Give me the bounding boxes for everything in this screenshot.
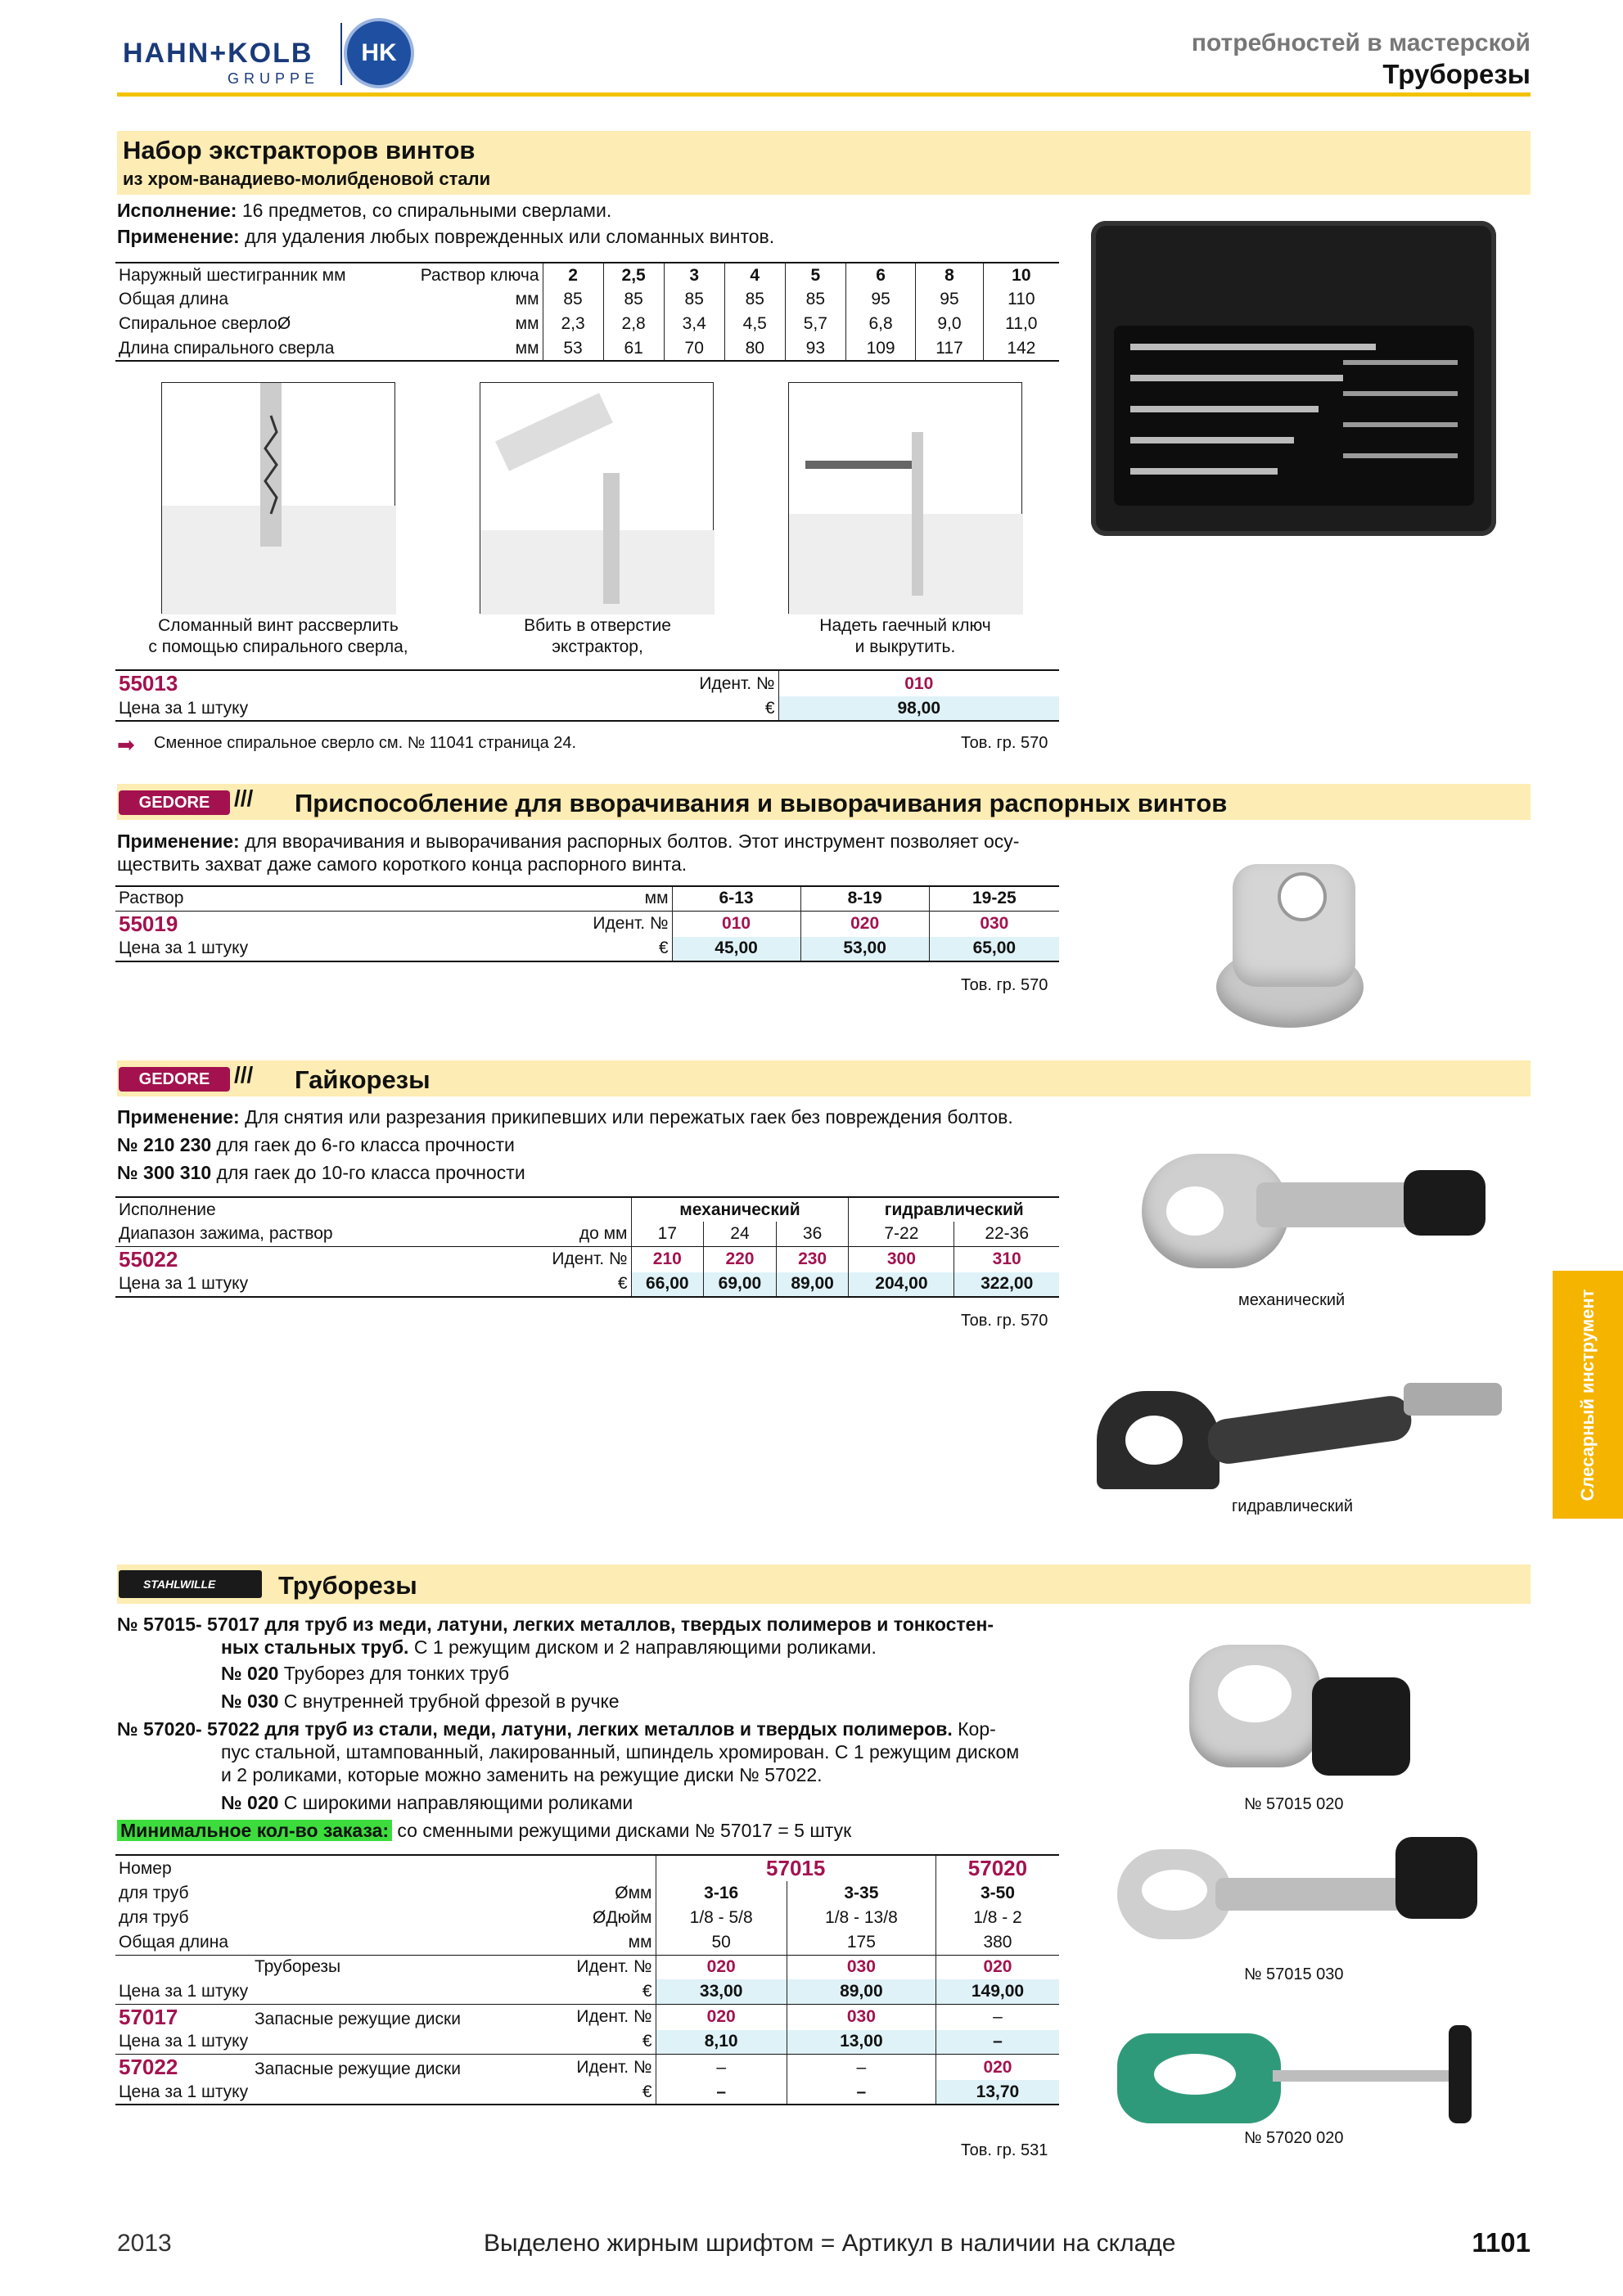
product-group: Тов. гр. 570 [961,976,1048,994]
product-group: Тов. гр. 570 [961,1312,1048,1330]
caption-57015-020: № 57015 020 [1244,1795,1344,1813]
brand-logo-sub: GRUPPE [228,70,320,87]
pipe-cutter-57020-020-image [1117,2013,1502,2136]
section-title: Гайкорезы [295,1065,431,1094]
caption-hydr: гидравлический [1232,1497,1354,1515]
page-number: 1101 [1472,2227,1531,2258]
desc-p5: пус стальной, штампованный, лакированный, шпиндель хромирован. С 1 режущим диском [221,1741,1020,1763]
brand-logo-text: HAHN+KOLB [123,38,313,69]
article-number: 57017 [119,2004,178,2029]
app-line: Применение: для удаления любых поврежденных или сломанных винтов. [117,226,775,247]
spec-table-extractors: Наружный шестигранник мм Раствор ключа 2 2,5 3 4 5 6 8 10 Общая длина мм 85 85 85 85 85 95 95 110 Спиральное сверлоØ мм 2,3 2,8 3,4 4,5 5,7 6,8 9,0 11,0 Длина спирального сверла мм 53 61 70 80 93 109 117 142 [115,262,1059,362]
footer-legend: Выделено жирным шрифтом = Артикул в наличии на складе [484,2230,1176,2257]
gedore-logo: GEDORE [119,1067,230,1092]
desc-p2: № 020 Труборез для тонких труб [221,1663,510,1684]
extractor-set-image [1091,221,1496,536]
header-category: потребностей в мастерской [1191,29,1531,56]
class-line-2: № 300 310 для гаек до 10-го класса прочности [117,1162,525,1183]
section-title: Набор экстракторов винтов [123,136,476,164]
header-rule [117,92,1531,97]
pipe-cutter-57015-020-image [1181,1628,1427,1784]
caption-mech: механический [1238,1291,1346,1309]
section-title: Труборезы [278,1571,417,1600]
product-group: Тов. гр. 570 [961,734,1048,752]
product-group: Тов. гр. 531 [961,2141,1048,2159]
pipe-cutter-57015-030-image [1117,1833,1490,1956]
arrow-icon: ➡ [117,732,135,757]
side-tab-label: Слесарный инструмент [1577,1289,1598,1501]
page-title: Труборезы [1382,59,1531,89]
desc-p4: № 57020- 57022 для труб из стали, меди, латуни, легких металлов и твердых полимеров. Кор- [117,1718,996,1740]
class-line-1: № 210 230 для гаек до 6-го класса прочности [117,1134,515,1155]
order-table-extractors: 55013 Идент. № 010 Цена за 1 штуку € 98,00 [115,669,1059,722]
article-number: 57022 [119,2055,178,2079]
footer-year: 2013 [117,2230,172,2257]
article-number: 55013 [115,670,361,696]
desc-p3: № 030 С внутренней трубной фрезой в ручке [221,1690,620,1712]
desc-p6: и 2 роликами, которые можно заменить на режущие диски № 57022. [221,1764,823,1785]
illustration-wrench [788,382,1022,614]
desc-p7: № 020 С широкими направляющими роликами [221,1792,633,1813]
caption-wrench: Надеть гаечный ключ и выкрутить. [819,616,991,656]
article-number: 55022 [115,1246,451,1272]
desc-p1: № 57015- 57017 для труб из меди, латуни, легких металлов, твердых полимеров и тонкостен- [117,1614,994,1635]
anchor-tool-image [1200,848,1380,1036]
note-link[interactable]: Сменное спиральное сверло см. № 11041 страница 24. [154,734,577,752]
nut-splitter-hydr-image [1093,1358,1510,1493]
order-table-anchor-tool: Раствор мм 6-13 8-19 19-25 55019 Идент. № 010 020 030 Цена за 1 штуку € 45,00 53,00 65,00 [115,885,1059,962]
gedore-slash-icon: /// [234,1062,254,1087]
min-order-line: Минимальное кол-во заказа: со сменными режущими дисками № 57017 = 5 штук [117,1820,851,1842]
app-line: Применение: для вворачивания и выворачивания распорных болтов. Этот инструмент позволяет осу- [117,831,1020,852]
section-title: Приспособление для вворачивания и выворачивания распорных винтов [295,789,1228,817]
order-table-pipe-cutters: Номер 57015 57020 для труб Øмм 3-16 3-35 3-50 для труб ØДюйм 1/8 - 5/8 1/8 - 13/8 1/8 - 2 Общая длина мм 50 175 380 Труборезы Идент. № 020 030 020 Цена за 1 штуку € 33,00 89,00 149,00 57017 Запасные режущие диски Идент. № 020 030 – Цена за 1 штуку € 8,10 13,00 – 57022 Запасные режущие диски Идент. № – – 020 Цена за 1 штуку € – – 13,70 [115,1854,1059,2105]
section-subtitle: из хром-ванадиево-молибденовой стали [123,169,491,189]
caption-57015-030: № 57015 030 [1244,1965,1344,1983]
min-order-badge: Минимальное кол-во заказа: [117,1820,392,1841]
illustration-drilling [161,382,395,614]
gedore-slash-icon: /// [234,786,254,811]
app-line-2: ществить захват даже самого короткого конца распорного винта. [117,853,688,875]
caption-hammering: Вбить в отверстие экстрактор, [524,616,671,656]
nut-splitter-mech-image [1134,1121,1494,1285]
desc-p1b: ных стальных труб. С 1 режущим диском и 2 направляющими роликами. [221,1636,877,1658]
order-table-nut-splitters: Исполнение механический гидравлический Диапазон зажима, раствор до мм 17 24 36 7-22 22-36 55022 Идент. № 210 220 230 300 310 Цена за 1 штуку € 66,00 69,00 89,00 204,00 322,00 [115,1196,1059,1298]
caption-57020-020: № 57020 020 [1244,2129,1344,2147]
app-line: Применение: Для снятия или разрезания прикипевших или пережатых гаек без повреждения болтов. [117,1106,1013,1128]
brand-logo-divider [340,23,342,85]
gedore-logo: GEDORE [119,790,230,815]
exec-line: Исполнение: 16 предметов, со спиральными сверлами. [117,200,612,221]
stahlwille-logo: STAHLWILLE [119,1570,262,1598]
article-number: 55019 [115,911,320,937]
caption-drilling: Сломанный винт рассверлить с помощью спирального сверла, [148,616,408,656]
price: 98,00 [778,696,1059,721]
illustration-hammering [480,382,714,614]
brand-logo-emblem: HK [344,18,414,88]
